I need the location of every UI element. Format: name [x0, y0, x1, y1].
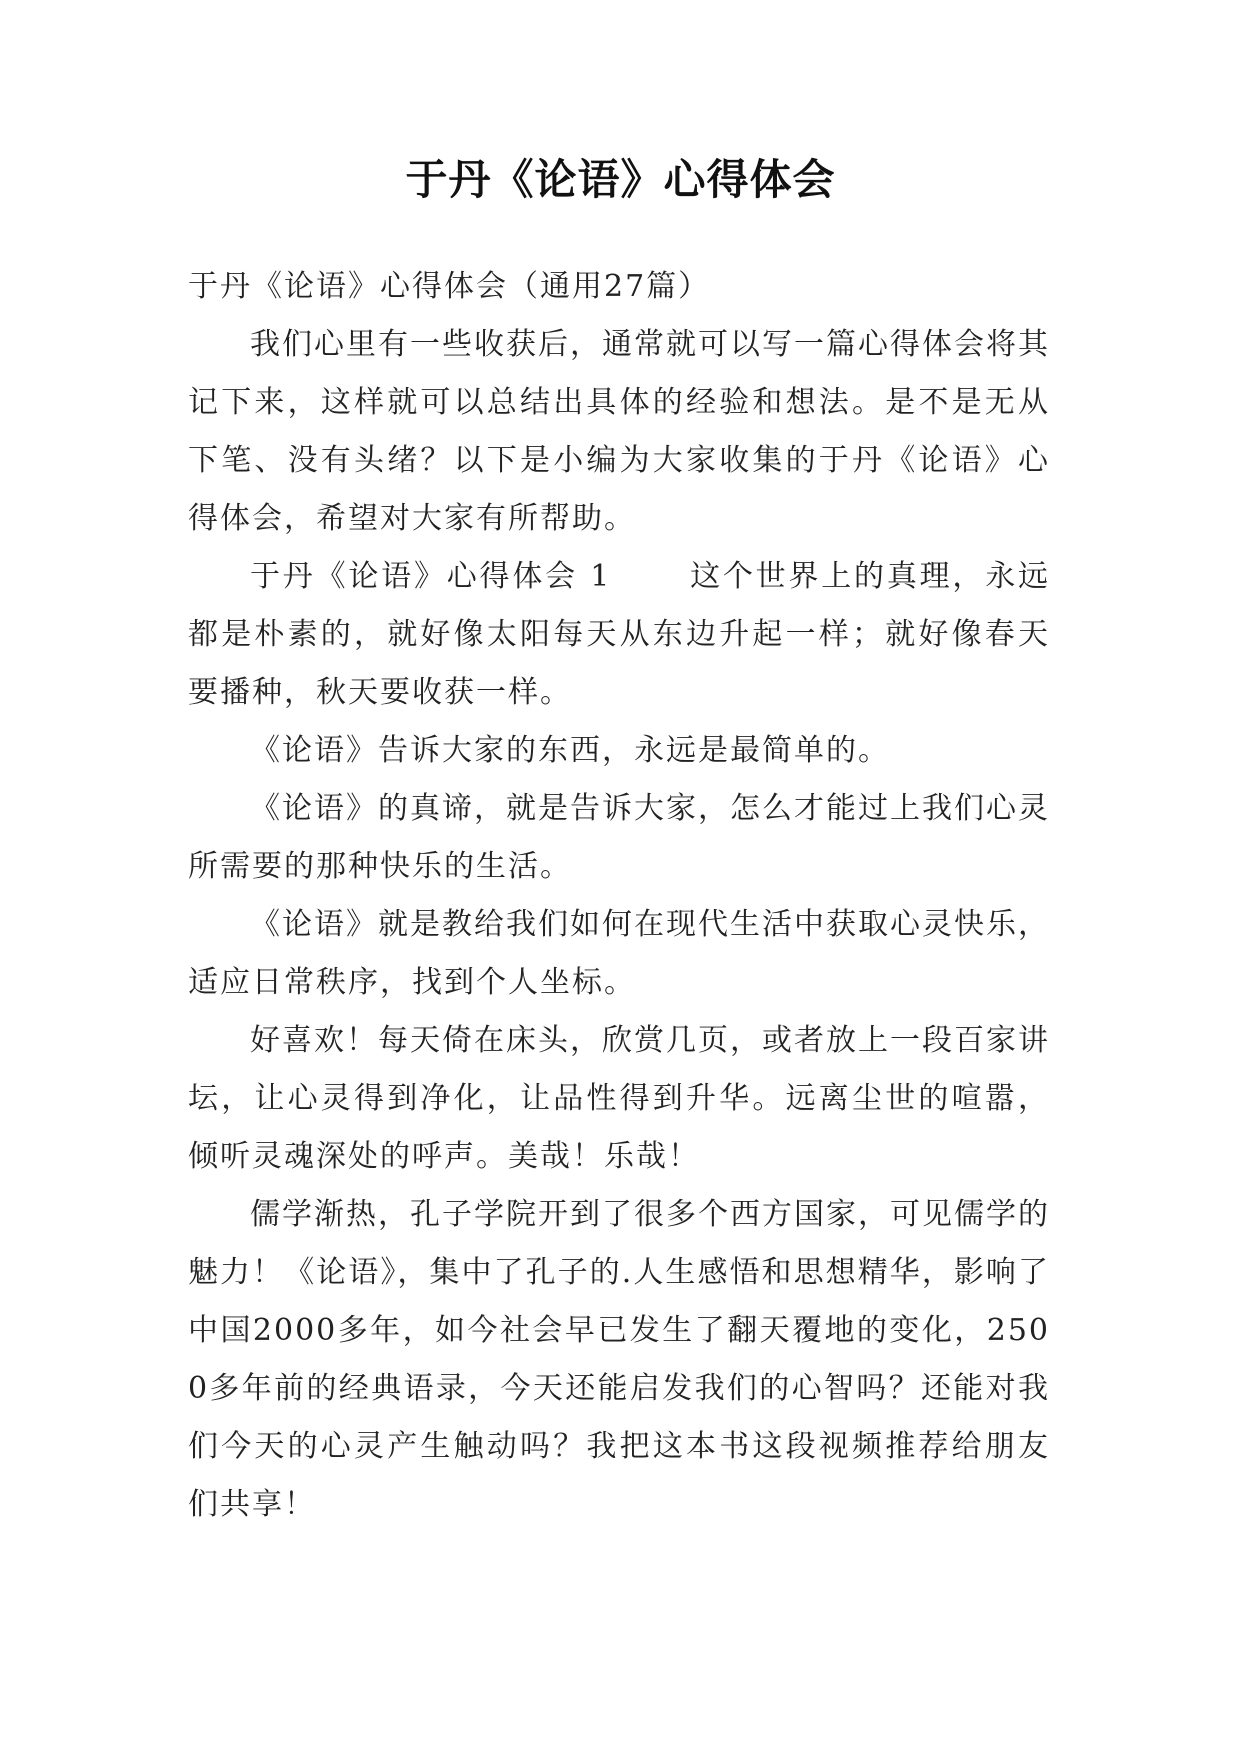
intro-paragraph: 我们心里有一些收获后，通常就可以写一篇心得体会将其记下来，这样就可以总结出具体的经验和想法。是不是无从下笔、没有头绪？以下是小编为大家收集的于丹《论语》心得体会，希望对大家有所帮助。	[188, 327, 1050, 536]
section-1-lead: 这个世界上的真理，永远都是朴素的，就好像太阳每天从东边升起一样；就好像春天要播种，秋天要收获一样。	[188, 559, 1050, 710]
section-1-heading: 于丹《论语》心得体会 1	[250, 559, 612, 594]
document-body	[188, 258, 1050, 1534]
section-1-paragraph	[188, 548, 1050, 722]
body-paragraph: 《论语》的真谛，就是告诉大家，怎么才能过上我们心灵所需要的那种快乐的生活。	[188, 791, 1050, 884]
body-paragraph: 儒学渐热，孔子学院开到了很多个西方国家，可见儒学的魅力！《论语》，集中了孔子的.人生感悟和思想精华，影响了中国2000多年，如今社会早已发生了翻天覆地的变化，2500多年前的经典语录，今天还能启发我们的心智吗？还能对我们今天的心灵产生触动吗？我把这本书这段视频推荐给朋友们共享！	[188, 1197, 1050, 1522]
page-title: 于丹《论语》心得体会	[405, 155, 836, 204]
document-subtitle: 于丹《论语》心得体会（通用27篇）	[188, 269, 711, 304]
body-paragraph: 《论语》告诉大家的东西，永远是最简单的。	[250, 733, 890, 768]
body-paragraph: 好喜欢！每天倚在床头，欣赏几页，或者放上一段百家讲坛，让心灵得到净化，让品性得到升华。远离尘世的喧嚣，倾听灵魂深处的呼声。美哉！乐哉！	[188, 1023, 1050, 1174]
body-paragraph: 《论语》就是教给我们如何在现代生活中获取心灵快乐，适应日常秩序，找到个人坐标。	[188, 907, 1050, 1000]
